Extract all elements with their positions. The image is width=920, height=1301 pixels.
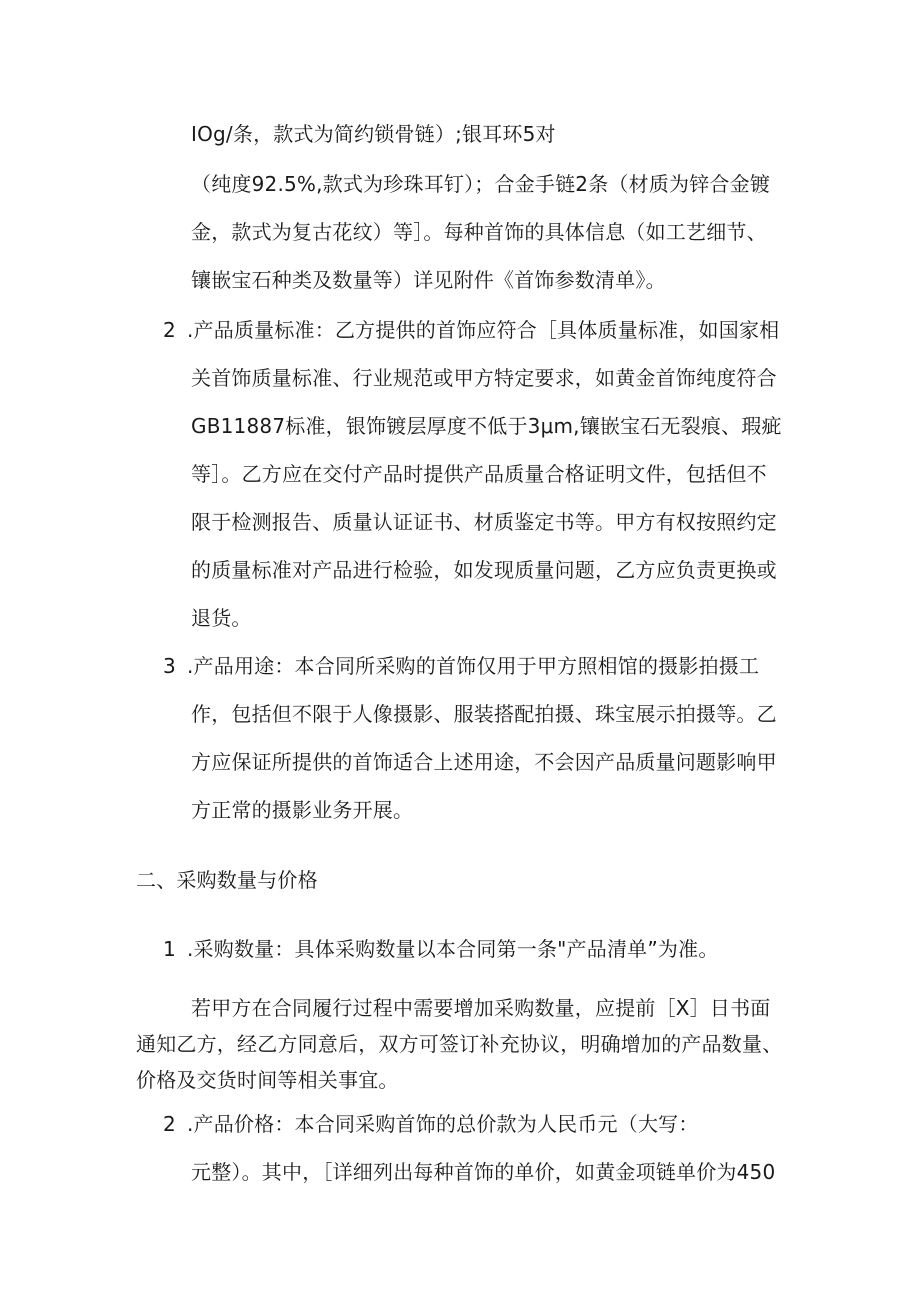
text-line: .产品价格：本合同采购首饰的总价款为人民币元（大写： [187, 1112, 699, 1136]
text-line: 方正常的摄影业务开展。 [191, 798, 414, 822]
text-line: 价格及交货时间等相关事宜。 [136, 1068, 399, 1092]
text-line: GB11887标准，银饰镀层厚度不低于3μm,镶嵌宝石无裂痕、瑕疵 [191, 414, 782, 438]
text-line: 通知乙方，经乙方同意后，双方可签订补充协议，明确增加的产品数量、 [136, 1032, 783, 1056]
text-line: 限于检测报告、质量认证证书、材质鉴定书等。甲方有权按照约定 [191, 510, 777, 534]
text-line: 的质量标准对产品进行检验，如发现质量问题，乙方应负责更换或 [191, 558, 777, 582]
text-line: .产品用途：本合同所采购的首饰仅用于甲方照相馆的摄影拍摄工 [187, 654, 760, 678]
text-line: .采购数量：具体采购数量以本合同第一条"产品清单”为准。 [187, 937, 719, 961]
text-line: 方应保证所提供的首饰适合上述用途，不会因产品质量问题影响甲 [191, 750, 777, 774]
text-line: IOg/条，款式为简约锁骨链）;银耳环5对 [191, 122, 556, 146]
text-line: .产品质量标准：乙方提供的首饰应符合［具体质量标准，如国家相 [187, 318, 780, 342]
item-number: 3 [163, 654, 176, 678]
text-line: 等］。乙方应在交付产品时提供产品质量合格证明文件，包括但不 [191, 462, 767, 486]
text-line: 元整）。其中，［详细列出每种首饰的单价，如黄金项链单价为450 [191, 1160, 776, 1184]
item-number: 2 [163, 318, 176, 342]
text-line: 镶嵌宝石种类及数量等）详见附件《首饰参数清单》。 [191, 268, 666, 292]
text-line: 若甲方在合同履行过程中需要增加采购数量，应提前［X］日书面 [191, 996, 771, 1020]
text-line: 金，款式为复古花纹）等］。每种首饰的具体信息（如工艺细节、 [191, 220, 767, 244]
item-number: 2 [163, 1112, 176, 1136]
section-heading: 二、采购数量与价格 [136, 868, 318, 892]
text-line: 作，包括但不限于人像摄影、服装搭配拍摄、珠宝展示拍摄等。乙 [191, 702, 777, 726]
text-line: 关首饰质量标准、行业规范或甲方特定要求，如黄金首饰纯度符合 [191, 366, 777, 390]
text-line: （纯度92.5%,款式为珍珠耳钉）；合金手链2条（材质为锌合金镀 [191, 172, 771, 196]
text-line: 退货。 [191, 606, 252, 630]
item-number: 1 [163, 937, 176, 961]
